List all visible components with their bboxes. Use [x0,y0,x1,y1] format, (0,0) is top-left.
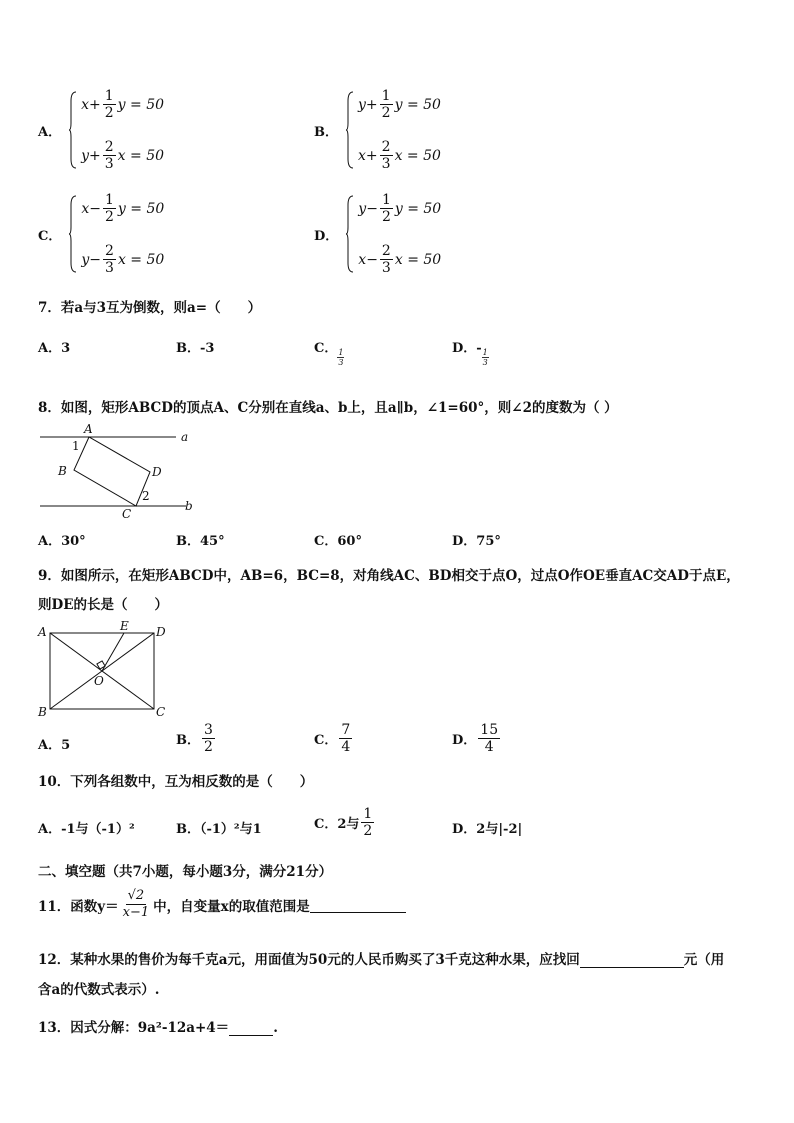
option-label: D． [314,228,339,244]
brace-icon [69,195,77,273]
q7-option-a: A．3 [38,341,71,356]
q10-option-c: C．2与 $\frac{1}{2}$ [314,806,373,839]
label-B: B [58,464,67,478]
equation-1: y + $\frac{1}{2}$ y = 50 [358,88,441,121]
q8-option-c: C．60° [314,534,362,549]
rectangle-abcd [74,437,150,506]
q10-option-b: B．（-1）²与1 [176,822,262,837]
option-label: A． [38,124,62,140]
q10-option-d: D．2与|-2| [452,822,523,837]
answer-blank[interactable] [310,896,406,913]
brace-icon [69,91,77,169]
label-b: b [185,499,193,513]
q11-question: 11．函数y＝ $\frac{√2}{x-1}$ 中，自变量x的取值范围是 [38,888,406,921]
q7-question: 7．若a与3互为倒数，则a=（ ） [38,300,262,316]
q8-question: 8．如图，矩形ABCD的顶点A、C分别在直线a、b上，且a∥b，∠1=60°，则∠2的度数为（ ） [38,400,618,416]
q9-option-b: B． $\frac{3}{2}$ [176,722,213,755]
option-label: C． [38,228,62,244]
label-A: A [84,422,93,436]
q7-option-c: C． $\frac{1}{3}$ [314,341,344,367]
equation-1: y − $\frac{1}{2}$ y = 50 [358,192,442,225]
q9-option-d: D． $\frac{15}{4}$ [452,722,499,755]
label-a: a [181,430,189,444]
label-A: A [38,625,47,639]
q10-question: 10．下列各组数中，互为相反数的是（ ） [38,774,314,790]
label-O: O [94,674,104,688]
equation-2: y + $\frac{2}{3}$ x = 50 [81,139,165,172]
q9-question-line1: 9．如图所示，在矩形ABCD中，AB=6，BC=8，对角线AC、BD相交于点O，过点O作OE垂直AC交AD于点E， [38,568,740,584]
brace-icon [346,195,354,273]
q6-option-b [314,88,441,172]
q10-option-a: A．-1与（-1）² [38,822,135,837]
q13-question: 13．因式分解：9a²-12a+4＝ . [38,1020,278,1036]
q8-option-b: B．45° [176,534,225,549]
q12-question-line1: 12．某种水果的售价为每千克a元，用面值为50元的人民币购买了3千克这种水果，应找回 元（用 [38,952,725,968]
equation-2: y − $\frac{2}{3}$ x = 50 [81,243,165,276]
q6-option-d [314,192,441,276]
label-D: D [152,465,162,479]
option-label: B． [314,124,338,140]
label-C: C [156,705,166,719]
q9-question-line2: 则DE的长是（ ） [38,597,168,613]
q9-option-c: C． $\frac{7}{4}$ [314,722,351,755]
q8-figure [38,420,198,520]
angle-2-label: 2 [142,489,150,503]
brace-icon [346,91,354,169]
q8-option-a: A．30° [38,534,86,549]
label-E: E [120,620,129,633]
section-title: 二、填空题（共7小题，每小题3分，满分21分） [38,864,333,880]
answer-blank[interactable] [580,951,684,968]
answer-blank[interactable] [229,1019,273,1036]
equation-2: x − $\frac{2}{3}$ x = 50 [358,243,442,276]
q9-option-a: A．5 [38,738,71,753]
segment-oe [102,633,124,671]
q6-option-c [38,192,164,276]
q7-option-b: B．-3 [176,341,215,356]
angle-1-label: 1 [72,439,80,453]
q8-option-d: D．75° [452,534,501,549]
equation-2: x + $\frac{2}{3}$ x = 50 [358,139,441,172]
equation-1: x − $\frac{1}{2}$ y = 50 [81,192,165,225]
label-B: B [38,705,47,719]
equation-1: x + $\frac{1}{2}$ y = 50 [81,88,165,121]
q7-option-d: D．- $\frac{1}{3}$ [452,341,488,367]
label-C: C [122,507,132,520]
q6-option-a [38,88,164,172]
q9-figure [36,620,170,720]
q12-question-line2: 含a的代数式表示）. [38,982,160,998]
label-D: D [156,625,166,639]
